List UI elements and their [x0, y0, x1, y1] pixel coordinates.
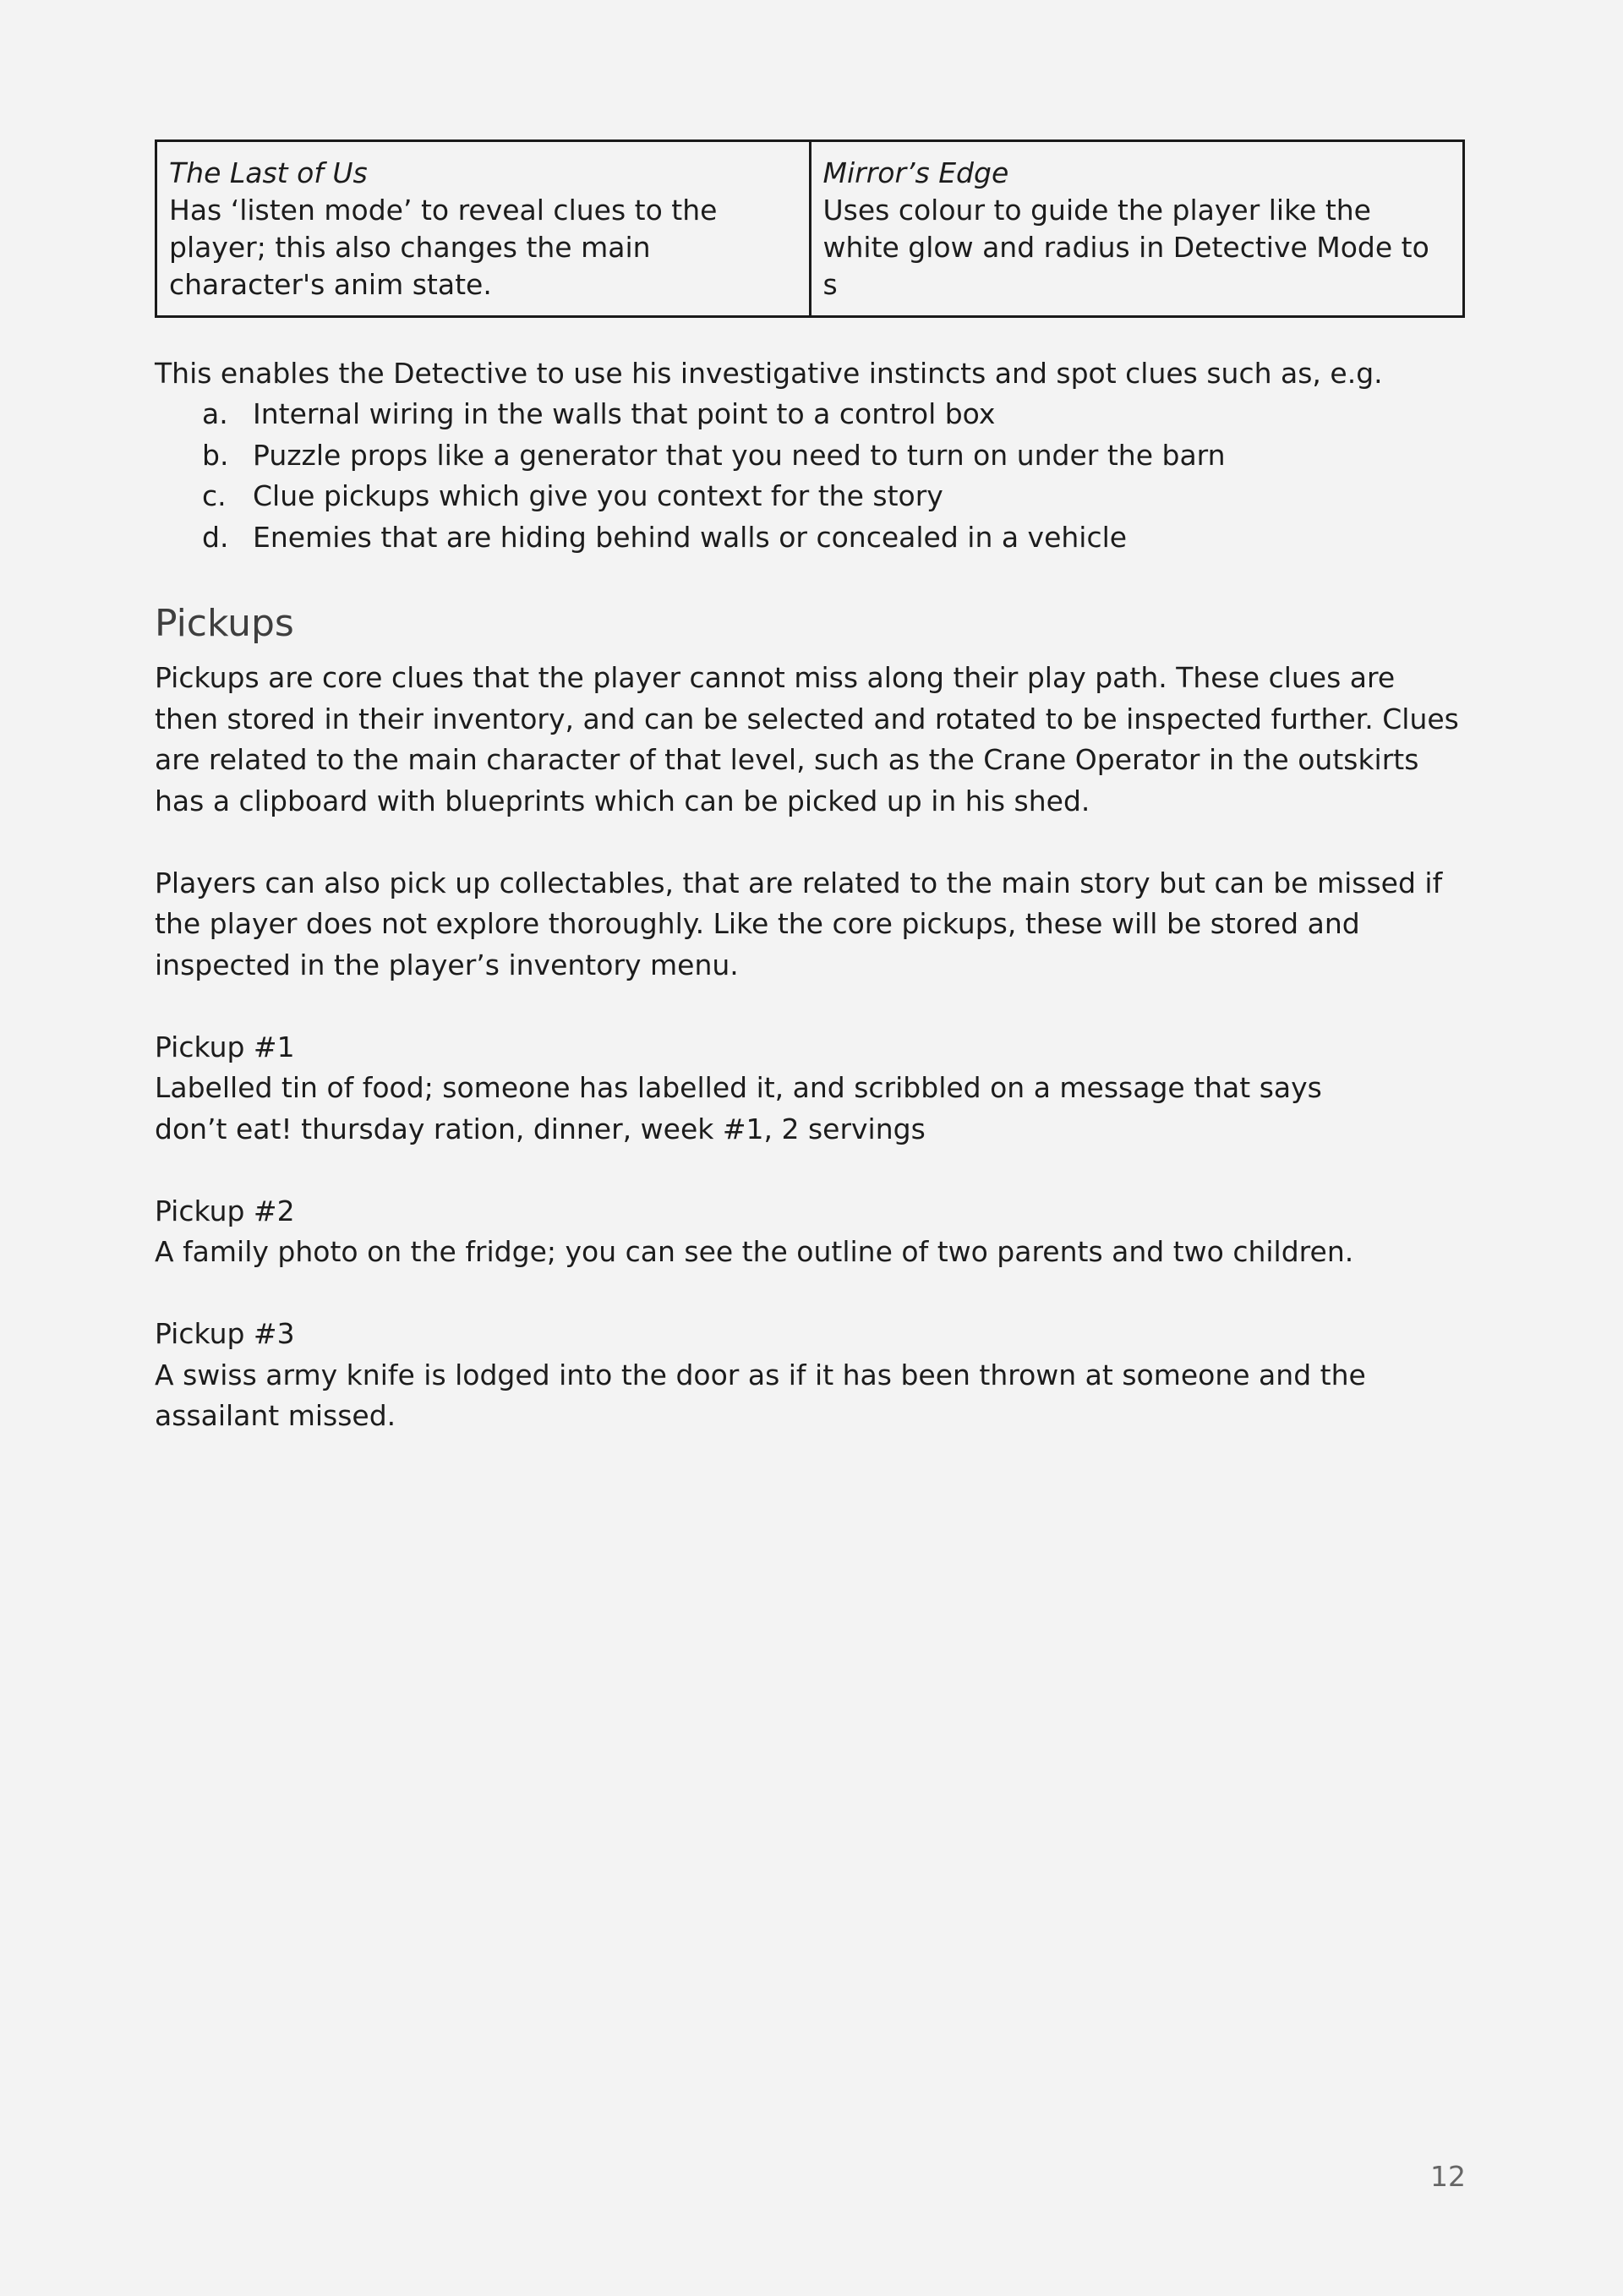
- paragraph-spacer: [155, 1273, 1465, 1315]
- pickup-title: Pickup #2: [155, 1194, 295, 1227]
- list-item-text: Puzzle props like a generator that you need to turn on under the barn: [253, 438, 1226, 472]
- table-row: [156, 141, 1464, 317]
- game-title: Mirror’s Edge: [822, 156, 1009, 189]
- collectables-paragraph: Players can also pick up collectables, that are related to the main story but can be missed if the player does not explore thoroughly. Like the core pickups, these will be stored and inspected in the player’s inventory menu.: [155, 866, 1443, 981]
- clue-list: [155, 394, 1465, 558]
- table-cell-mirrors-edge: [810, 141, 1464, 317]
- pickup-title: Pickup #1: [155, 1030, 295, 1063]
- table-cell-last-of-us: [156, 141, 811, 317]
- pickup-entry: [155, 1027, 1465, 1151]
- paragraph-spacer: [155, 986, 1465, 1027]
- list-item-text: Clue pickups which give you context for the story: [253, 479, 943, 512]
- list-item-text: Internal wiring in the walls that point to a control box: [253, 397, 996, 430]
- pickups-paragraph: Pickups are core clues that the player cannot miss along their play path. These clues are then stored in their inventory, and can be selected and rotated to be inspected further. Clues are related to the main character of that level, such as the Crane Operator in the outskirts has a clipboard with blueprints which can be picked up in his shed.: [155, 661, 1459, 817]
- document-page: [155, 139, 1465, 1437]
- pickup-description: Labelled tin of food; someone has labelled it, and scribbled on a message that says: [155, 1071, 1322, 1104]
- list-item: [155, 476, 1465, 517]
- game-description: Uses colour to guide the player like the white glow and radius in Detective Mode to s: [822, 194, 1429, 301]
- list-marker: c.: [202, 479, 227, 512]
- page-number: 12: [1430, 2160, 1466, 2193]
- pickup-entry: [155, 1191, 1465, 1273]
- list-item: [155, 435, 1465, 477]
- paragraph-spacer: [155, 822, 1465, 863]
- game-description: Has ‘listen mode’ to reveal clues to the player; this also changes the main character's anim state.: [169, 194, 718, 301]
- pickup-entry: [155, 1314, 1465, 1437]
- pickup-description: don’t eat! thursday ration, dinner, week #1, 2 servings: [155, 1112, 926, 1145]
- list-item-text: Enemies that are hiding behind walls or concealed in a vehicle: [253, 520, 1128, 554]
- game-reference-table: [155, 139, 1465, 318]
- pickup-description: A family photo on the fridge; you can see the outline of two parents and two children.: [155, 1235, 1354, 1268]
- intro-paragraph: This enables the Detective to use his investigative instincts and spot clues such as, e.g.: [155, 357, 1383, 390]
- pickup-title: Pickup #3: [155, 1317, 295, 1350]
- paragraph-spacer: [155, 1150, 1465, 1191]
- list-marker: d.: [202, 520, 229, 554]
- section-heading: Pickups: [155, 602, 294, 645]
- game-title: The Last of Us: [169, 156, 368, 189]
- list-marker: b.: [202, 438, 229, 472]
- list-item: [155, 394, 1465, 435]
- list-item: [155, 517, 1465, 559]
- pickup-description: A swiss army knife is lodged into the door as if it has been thrown at someone and the assailant missed.: [155, 1358, 1366, 1432]
- list-marker: a.: [202, 397, 228, 430]
